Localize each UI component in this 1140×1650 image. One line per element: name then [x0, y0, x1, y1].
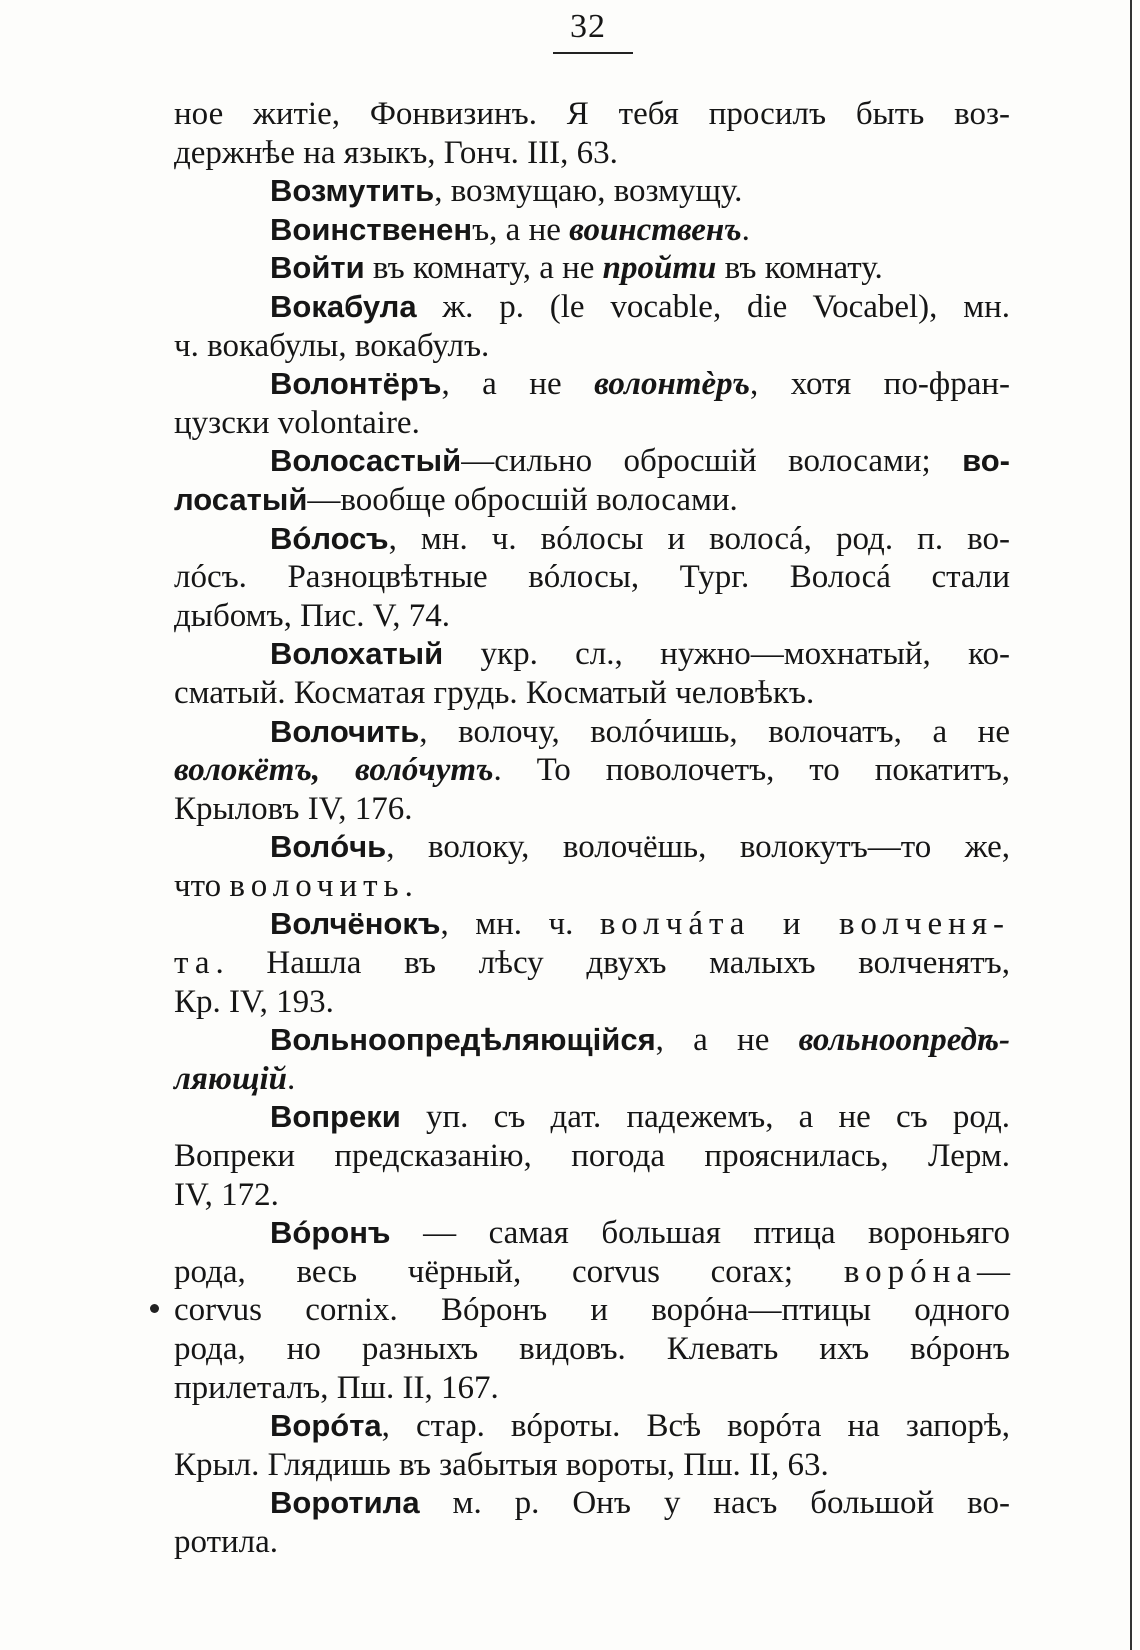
entry-line: [174, 327, 1010, 366]
entry-text: держнѣе на языкъ, Гонч. III, 63.: [174, 134, 618, 171]
entry-text: .: [287, 1060, 296, 1097]
entry-vokabula: [174, 288, 1010, 365]
dictionary-text: [174, 95, 1010, 1562]
entry-voron: [174, 1214, 1010, 1407]
incorrect-form: волонтѐръ: [594, 366, 751, 403]
entry-line: [174, 520, 1010, 559]
page-number: 32: [570, 8, 606, 45]
headword: лосатый: [174, 481, 308, 517]
entry-line: [174, 95, 1010, 134]
entry-text: ч. вокабулы, вокабулъ.: [174, 327, 490, 364]
entry-text: , возмущаю, возмущу.: [434, 173, 743, 210]
entry-text: рода, весь чёрный, corvus corax;: [174, 1253, 844, 1290]
entry-line: [174, 1291, 1010, 1330]
entry-line: [174, 481, 1010, 520]
incorrect-form: ляющій: [174, 1060, 288, 1097]
entry-line: [174, 713, 1010, 752]
entry-text: , мн. ч. вóлосы и волосá, род. п. во-: [388, 520, 1010, 557]
entry-text: , волоку, волочёшь, волокутъ—то же,: [386, 829, 1010, 866]
entry-line: [174, 558, 1010, 597]
headword: Волохатый: [270, 636, 444, 672]
entry-continuation: [174, 95, 1010, 172]
entry-volokhatyi: [174, 635, 1010, 712]
entry-volchenok: [174, 905, 1010, 1021]
entry-text: , а не: [441, 366, 595, 403]
entry-text: , стар. вóроты. Всѣ ворóта на запорѣ,: [381, 1408, 1010, 1445]
entry-volochit: [174, 713, 1010, 829]
entry-text: , волочу, волóчишь, волочатъ, а не: [419, 713, 1010, 750]
entry-line: [174, 1176, 1010, 1215]
entry-text: . То поволочетъ, то покатитъ,: [493, 752, 1011, 789]
entry-voiti: [174, 249, 1010, 288]
entry-text: Вопреки предсказанію, погода прояснилась, Лерм.: [174, 1138, 1010, 1175]
headword: Волосастый: [270, 443, 462, 479]
entry-line: [174, 635, 1010, 674]
entry-line: [174, 365, 1010, 404]
spaced-term: та: [174, 945, 216, 982]
entry-line: [174, 751, 1010, 790]
entry-text: что: [174, 867, 230, 904]
entry-text: , мн. ч.: [440, 906, 600, 943]
entry-line: [174, 442, 1010, 481]
entry-volosastyi: [174, 442, 1010, 519]
entry-text: ж. р. (le vocable, die Vocabel), мн.: [416, 288, 1010, 325]
headword: Волчёнокъ: [270, 906, 441, 942]
entry-line: [174, 1484, 1010, 1523]
entry-text: —вообще обросшій волосами.: [307, 481, 738, 518]
headword: Волóчь: [270, 829, 387, 865]
entry-line: [174, 1407, 1010, 1446]
entry-text: прилеталъ, Пш. II, 167.: [174, 1369, 499, 1406]
headword: Воротила: [270, 1485, 420, 1521]
entry-line: [174, 1253, 1010, 1292]
entry-vozmutit: [174, 172, 1010, 211]
entry-text: дыбомъ, Пис. V, 74.: [174, 597, 451, 634]
entry-text: Кр. IV, 193.: [174, 983, 334, 1020]
entry-line: [174, 983, 1010, 1022]
entry-text: —: [977, 1253, 1010, 1290]
entry-text: укр. сл., нужно—мохнатый, ко-: [443, 636, 1010, 673]
entry-text: Крыловъ IV, 176.: [174, 790, 413, 827]
entry-text: м. р. Онъ у насъ большой во-: [419, 1485, 1010, 1522]
entry-line: [174, 172, 1010, 211]
entry-vopreki: [174, 1098, 1010, 1214]
entry-line: [174, 288, 1010, 327]
headword: Вóлосъ: [270, 520, 389, 556]
entry-text: Крыл. Глядишь въ забытыя вороты, Пш. II, 63.: [174, 1446, 829, 1483]
incorrect-form: пройти: [602, 250, 717, 287]
headword: Вóронъ: [270, 1215, 391, 1251]
incorrect-form: волокётъ, волóчутъ: [174, 752, 494, 789]
entry-text: .: [741, 211, 750, 248]
spaced-term: волочить: [229, 867, 405, 904]
incorrect-form: вольноопредѣ-: [798, 1022, 1010, 1059]
entry-text: ъ, а не: [472, 211, 570, 248]
headword: Ворóта: [270, 1408, 382, 1444]
entry-line: [174, 1523, 1010, 1562]
entry-text: corvus cornix. Вóронъ и ворóна—птицы одного: [174, 1292, 1010, 1329]
entry-line: [174, 1446, 1010, 1485]
entry-volos: [174, 520, 1010, 636]
headword: Возмутить: [270, 173, 435, 209]
headword: Войти: [270, 250, 365, 286]
entry-line: [174, 134, 1010, 173]
entry-volnoopredelyayushchiisya: [174, 1021, 1010, 1098]
entry-volonter: [174, 365, 1010, 442]
entry-line: [174, 1214, 1010, 1253]
entry-voinstvenen: [174, 211, 1010, 250]
entry-text: , хотя по-фран-: [750, 366, 1010, 403]
entry-line: [174, 944, 1010, 983]
entry-text: . Нашла въ лѣсу двухъ малыхъ волченятъ,: [215, 945, 1010, 982]
entry-voloch: [174, 828, 1010, 905]
entry-line: [174, 790, 1010, 829]
entry-text: въ комнату, а не: [364, 250, 603, 287]
entry-text: .: [404, 867, 413, 904]
entry-vorotila: [174, 1484, 1010, 1561]
page-number-rule: [553, 52, 633, 54]
entry-line: [174, 211, 1010, 250]
entry-text: ное житіе, Фонвизинъ. Я тебя просилъ быть воз-: [174, 96, 1010, 132]
headword: во-: [962, 443, 1010, 479]
entry-line: [174, 1098, 1010, 1137]
spaced-term: ворóна: [843, 1253, 977, 1290]
entry-vorota: [174, 1407, 1010, 1484]
headword: Волочить: [270, 713, 420, 749]
headword: Вопреки: [270, 1099, 401, 1135]
entry-line: [174, 404, 1010, 443]
headword: Волонтёръ: [270, 366, 442, 402]
entry-text: въ комнату.: [716, 250, 883, 287]
entry-text: цузски volontaire.: [174, 404, 420, 441]
entry-line: [174, 828, 1010, 867]
headword: Вольноопредѣляющійся: [270, 1022, 656, 1058]
entry-text: — самая большая птица вороньяго: [390, 1215, 1010, 1252]
entry-line: [174, 674, 1010, 713]
headword: Воинственен: [270, 211, 473, 247]
entry-text: уп. съ дат. падежемъ, а не съ род.: [400, 1099, 1010, 1136]
entry-text: сматый. Косматая грудь. Косматый человѣкъ.: [174, 674, 815, 711]
incorrect-form: воинственъ: [569, 211, 742, 248]
entry-text: IV, 172.: [174, 1176, 279, 1213]
entry-text: рода, но разныхъ видовъ. Клевать ихъ вóронъ: [174, 1331, 1010, 1367]
entry-text: ротила.: [174, 1523, 279, 1560]
entry-line: [174, 1137, 1010, 1176]
entry-text: —сильно оброcшій волосами;: [461, 443, 963, 480]
entry-text: лóсъ. Разноцвѣтные вóлосы, Тург. Волосá стали: [174, 559, 1010, 596]
headword: Вокабула: [270, 288, 417, 324]
margin-mark-dot: [150, 1304, 159, 1313]
entry-line: [174, 905, 1010, 944]
entry-line: [174, 249, 1010, 288]
entry-line: [174, 1330, 1010, 1369]
entry-line: [174, 1369, 1010, 1408]
entry-line: [174, 1060, 1010, 1099]
entry-line: [174, 597, 1010, 636]
entry-line: [174, 1021, 1010, 1060]
spaced-term: волчáта и волченя-: [599, 906, 1011, 943]
page-edge-line: [1130, 0, 1132, 1650]
entry-text: , а не: [655, 1022, 799, 1059]
entry-line: [174, 867, 1010, 906]
